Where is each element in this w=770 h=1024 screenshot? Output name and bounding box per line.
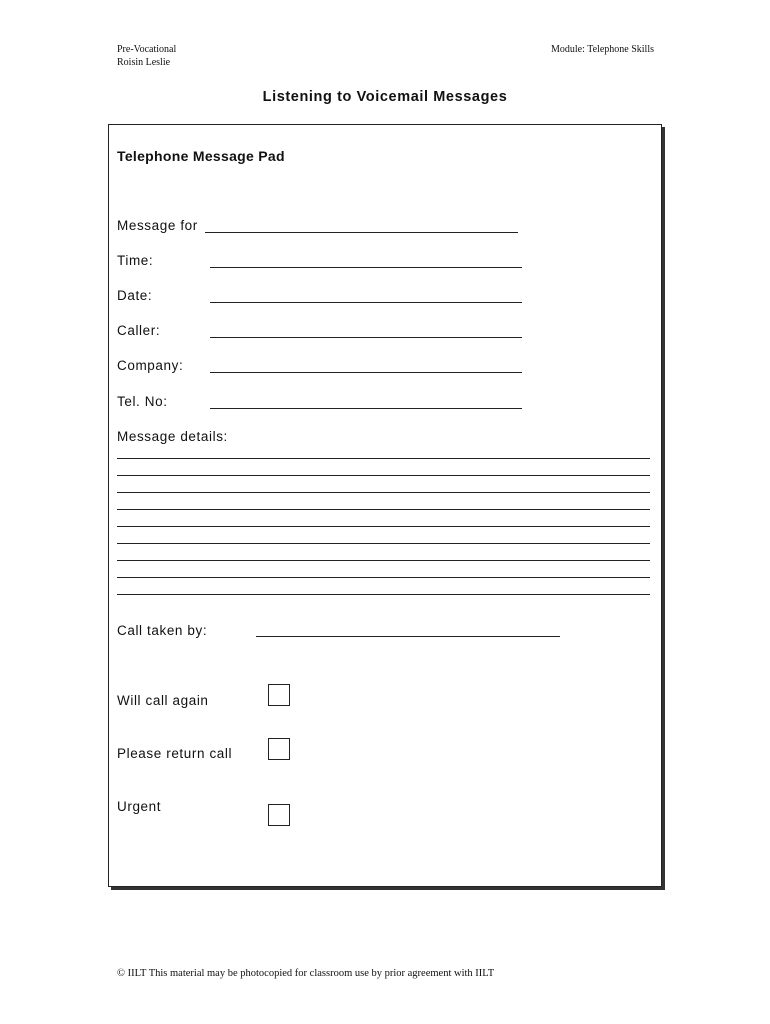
header-left-line1: Pre-Vocational [117, 44, 177, 55]
tel-no-line[interactable] [210, 408, 522, 409]
date-label: Date: [117, 288, 153, 303]
message-details-label: Message details: [117, 429, 228, 444]
urgent-label: Urgent [117, 799, 162, 814]
call-taken-by-line[interactable] [256, 636, 560, 637]
message-pad [108, 124, 662, 887]
company-label: Company: [117, 358, 184, 373]
copyright-footer: © IILT This material may be photocopied for classroom use by prior agreement with IILT [117, 968, 495, 979]
message-details-line[interactable] [117, 526, 650, 527]
tel-no-label: Tel. No: [117, 394, 168, 409]
header-right: Module: Telephone Skills [551, 44, 654, 55]
message-details-line[interactable] [117, 475, 650, 476]
caller-label: Caller: [117, 323, 161, 338]
message-details-line[interactable] [117, 577, 650, 578]
message-details-line[interactable] [117, 543, 650, 544]
message-for-label: Message for [117, 218, 198, 233]
urgent-checkbox[interactable] [268, 804, 290, 826]
time-line[interactable] [210, 267, 522, 268]
caller-line[interactable] [210, 337, 522, 338]
pad-title: Telephone Message Pad [117, 148, 285, 164]
please-return-call-label: Please return call [117, 746, 233, 761]
please-return-call-checkbox[interactable] [268, 738, 290, 760]
message-details-line[interactable] [117, 458, 650, 459]
message-details-line[interactable] [117, 560, 650, 561]
company-line[interactable] [210, 372, 522, 373]
message-details-line[interactable] [117, 594, 650, 595]
call-taken-by-label: Call taken by: [117, 623, 208, 638]
date-line[interactable] [210, 302, 522, 303]
header-left-line2: Roisin Leslie [117, 57, 171, 68]
message-details-line[interactable] [117, 492, 650, 493]
will-call-again-checkbox[interactable] [268, 684, 290, 706]
time-label: Time: [117, 253, 154, 268]
will-call-again-label: Will call again [117, 693, 209, 708]
page-title: Listening to Voicemail Messages [262, 89, 508, 105]
message-for-line[interactable] [205, 232, 518, 233]
message-details-line[interactable] [117, 509, 650, 510]
